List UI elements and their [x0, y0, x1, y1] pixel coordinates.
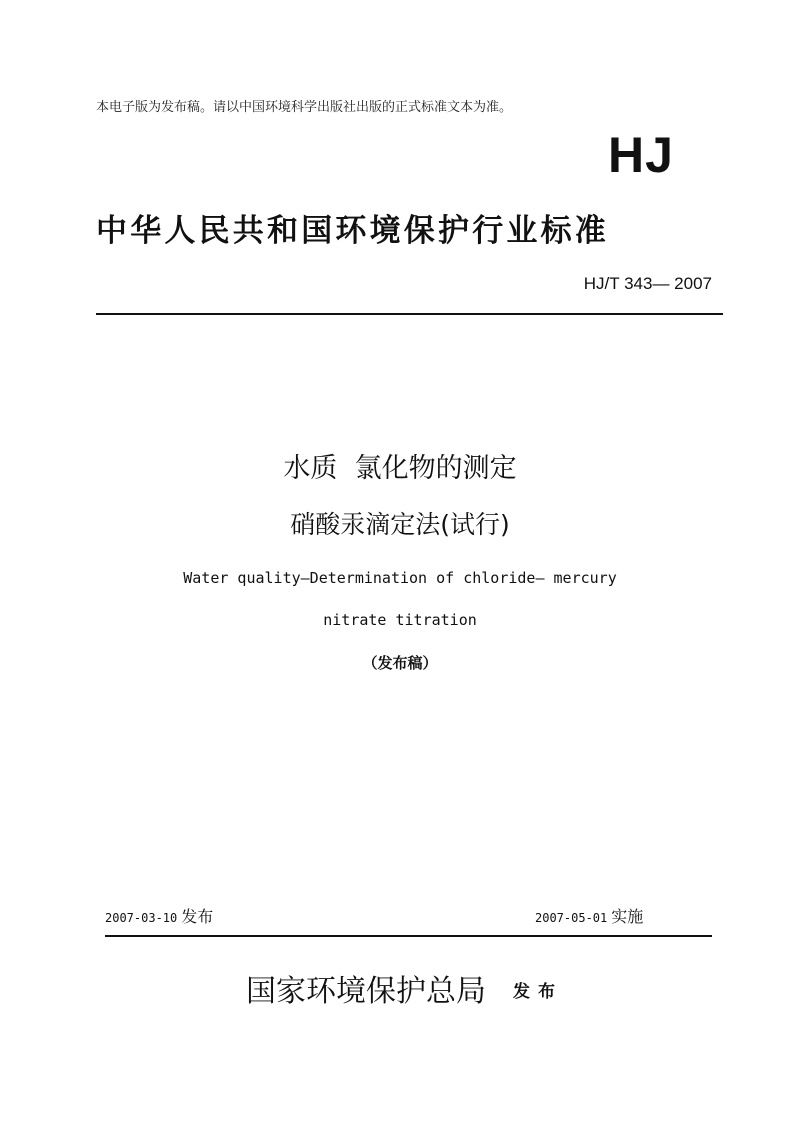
footer-divider — [105, 935, 712, 937]
header-divider — [96, 313, 723, 315]
title-english-line-1: Water quality—Determination of chloride— mercury — [183, 569, 617, 587]
issue-date-block — [105, 904, 213, 927]
issue-date: 2007-03-10 — [105, 911, 178, 925]
implementation-word: 实施 — [611, 907, 644, 926]
edition-notice: 本电子版为发布稿。请以中国环境科学出版社出版的正式标准文本为准。 — [96, 100, 513, 115]
publish-verb: 发布 — [513, 982, 563, 1002]
title-chinese-line-2: 硝酸汞滴定法(试行) — [290, 510, 510, 539]
issue-word: 发布 — [181, 907, 214, 926]
implementation-date-block — [535, 904, 643, 927]
draft-status-label: （发布稿） — [362, 654, 438, 672]
title-english-line-2: nitrate titration — [323, 611, 477, 629]
standard-number: HJ/T 343— 2007 — [583, 274, 712, 293]
implementation-date: 2007-05-01 — [535, 911, 608, 925]
title-chinese-line-1: 水质 氯化物的测定 — [283, 453, 517, 484]
publisher-name: 国家环境保护总局 — [246, 974, 486, 1009]
standard-category-heading: 中华人民共和国环境保护行业标准 — [96, 213, 609, 249]
standard-code-mark: HJ — [608, 127, 674, 183]
